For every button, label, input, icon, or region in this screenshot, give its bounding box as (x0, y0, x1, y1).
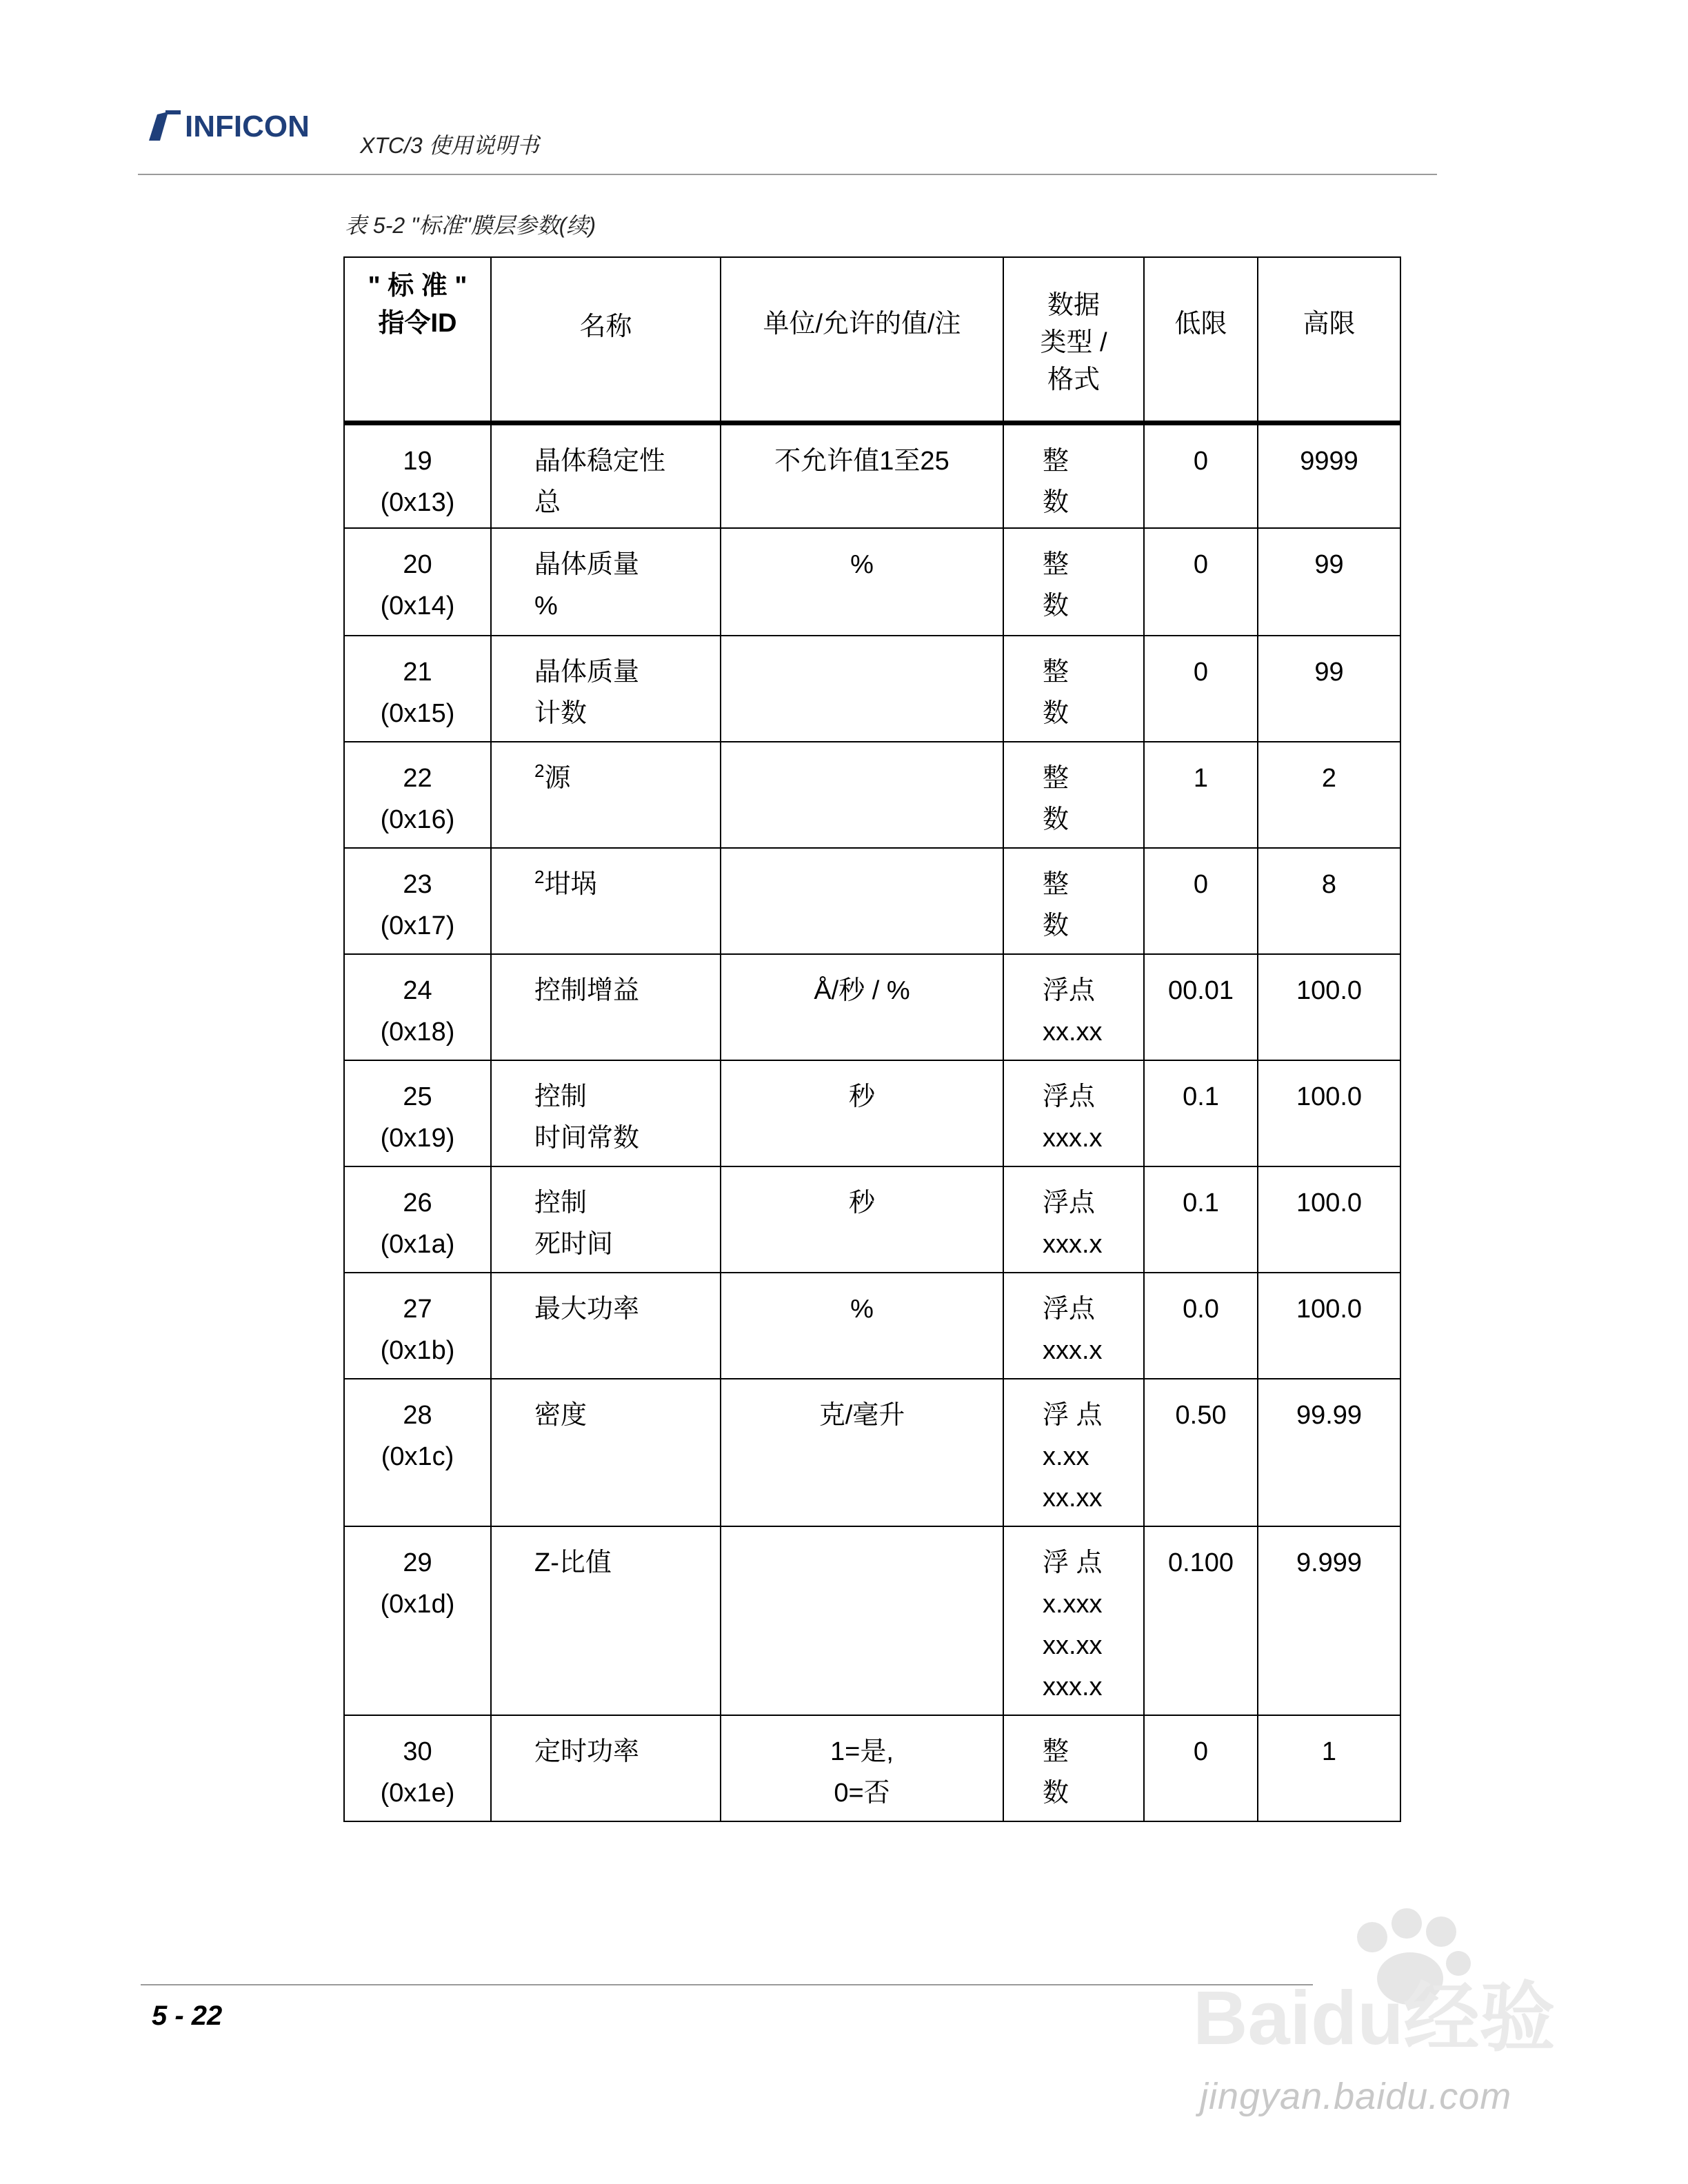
manual-title: XTC/3 使用说明书 (360, 133, 539, 158)
row-id: 27 (403, 1294, 432, 1324)
row-id-cell (344, 742, 491, 848)
row-id: 21 (403, 657, 432, 687)
row-type-wrapper (1004, 1167, 1143, 1265)
row-high-cell (1258, 423, 1400, 528)
row-units-cell (721, 636, 1003, 742)
logo-text: INFICON (185, 110, 310, 143)
row-name-text: 晶体质量 (534, 549, 640, 579)
row-high-cell (1258, 1166, 1400, 1273)
row-name-cell (491, 742, 721, 848)
row-type-cell (1003, 1379, 1144, 1526)
watermark-url: jingyan.baidu.com (1200, 2076, 1512, 2117)
row-units-wrapper (721, 955, 1003, 1011)
column-header-low (1144, 257, 1258, 423)
row-name-wrapper (492, 1167, 720, 1265)
row-id: 22 (403, 763, 432, 793)
row-name-cell (491, 1526, 721, 1715)
row-units-line: % (850, 549, 874, 579)
row-name-wrapper (492, 955, 720, 1011)
row-type-line: x.xxx (1043, 1589, 1103, 1619)
row-high-value: 8 (1321, 869, 1337, 899)
row-type-line: 数 (1043, 698, 1069, 728)
row-name-cell (491, 1715, 721, 1821)
row-id: 19 (403, 447, 432, 476)
row-id-hex: (0x1a) (380, 1229, 455, 1259)
row-name-text: 死时间 (534, 1229, 614, 1259)
row-id-cell (344, 1273, 491, 1379)
row-units-cell (721, 742, 1003, 848)
table-row (344, 423, 1400, 528)
watermark-brand: Baidu经验 (1193, 1976, 1556, 2061)
row-name-text: 密度 (534, 1400, 587, 1430)
header-id-line-2: 指令ID (378, 309, 457, 338)
row-id: 23 (403, 869, 432, 899)
row-name-text: 坩埚 (544, 869, 597, 899)
column-header-units (721, 257, 1003, 423)
row-id-wrapper (345, 1716, 490, 1814)
row-name-cell (491, 848, 721, 954)
row-id-hex: (0x1c) (381, 1442, 454, 1471)
row-units-wrapper (721, 849, 1003, 864)
row-type-cell (1003, 1715, 1144, 1821)
row-name-wrapper (492, 1527, 720, 1584)
row-units-line: 秒 (848, 1082, 875, 1111)
row-id-wrapper (345, 849, 490, 947)
row-units-cell (721, 528, 1003, 636)
row-name-text: Z-比值 (534, 1548, 612, 1577)
row-name-wrapper (492, 1061, 720, 1159)
parameters-table (343, 256, 1401, 1822)
row-units-line: 1=是, (830, 1737, 894, 1766)
row-units-line: 0=否 (834, 1778, 890, 1808)
row-type-wrapper (1004, 955, 1143, 1053)
footnote-marker: 2 (534, 866, 545, 887)
header-name-text: 名称 (579, 312, 632, 341)
row-low-value: 00.01 (1167, 975, 1234, 1005)
row-high-value: 100.0 (1296, 1188, 1363, 1217)
row-type-line: 浮 点 (1043, 1548, 1103, 1577)
footnote-marker: 2 (534, 760, 545, 781)
row-type-line: xx.xx (1043, 1483, 1103, 1513)
table-row (344, 1060, 1400, 1166)
row-units-cell (721, 848, 1003, 954)
header-units-text: 单位/允许的值/注 (763, 310, 961, 338)
row-type-line: xx.xx (1043, 1630, 1103, 1660)
table-row (344, 1166, 1400, 1273)
row-units-cell (721, 1526, 1003, 1715)
row-name-line (534, 544, 720, 585)
row-name-wrapper (492, 529, 720, 627)
row-low-value: 0.50 (1175, 1400, 1227, 1430)
row-units-line: 不允许值1至25 (774, 447, 950, 476)
row-name-wrapper (492, 1716, 720, 1772)
row-type-cell (1003, 1166, 1144, 1273)
row-type-wrapper (1004, 425, 1143, 523)
row-id-wrapper (345, 636, 490, 734)
row-low-cell (1144, 1166, 1258, 1273)
row-id-hex: (0x16) (380, 805, 455, 834)
row-type-cell (1003, 636, 1144, 742)
row-low-cell (1144, 528, 1258, 636)
row-low-value: 0 (1193, 447, 1209, 476)
row-type-line: 数 (1043, 911, 1069, 940)
row-low-value: 1 (1193, 763, 1209, 793)
row-type-line: 浮点 (1043, 975, 1096, 1005)
row-units-cell (721, 1715, 1003, 1821)
table-row (344, 1526, 1400, 1715)
row-high-value: 99 (1314, 549, 1344, 579)
row-type-line: xxx.x (1043, 1123, 1103, 1153)
row-high-value: 1 (1321, 1737, 1337, 1766)
row-units-line: % (850, 1294, 874, 1324)
row-high-cell (1258, 1379, 1400, 1526)
row-id-hex: (0x1e) (380, 1778, 455, 1808)
row-low-cell (1144, 423, 1258, 528)
table-row (344, 954, 1400, 1060)
row-name-line (534, 1731, 720, 1772)
row-name-line (534, 1224, 720, 1265)
row-type-cell (1003, 1060, 1144, 1166)
table-header-row (344, 257, 1400, 423)
row-units-wrapper (721, 1527, 1003, 1542)
column-header-high (1258, 257, 1400, 423)
row-id-cell (344, 1060, 491, 1166)
row-name-wrapper (492, 1379, 720, 1436)
row-name-text: 计数 (534, 698, 587, 728)
header-low-text: 低限 (1174, 310, 1227, 338)
header-type-line-2: 类型 / (1040, 328, 1107, 357)
row-name-cell (491, 1273, 721, 1379)
row-id-hex: (0x1d) (380, 1589, 455, 1619)
row-type-line: 整 (1043, 1737, 1069, 1766)
row-high-value: 99.99 (1296, 1400, 1363, 1430)
row-type-line: xxx.x (1043, 1335, 1103, 1365)
row-low-cell (1144, 1715, 1258, 1821)
row-high-cell (1258, 954, 1400, 1060)
row-type-line: 整 (1043, 869, 1069, 899)
header-high-text: 高限 (1303, 310, 1356, 338)
row-units-cell (721, 1379, 1003, 1526)
header-divider (138, 174, 1437, 175)
row-high-value: 9999 (1300, 447, 1358, 476)
row-id-wrapper (345, 955, 490, 1053)
row-low-cell (1144, 1273, 1258, 1379)
row-type-wrapper (1004, 1716, 1143, 1814)
row-id: 29 (403, 1548, 432, 1577)
row-name-line (534, 441, 720, 482)
row-low-value: 0 (1193, 549, 1209, 579)
row-high-cell (1258, 636, 1400, 742)
row-high-value: 100.0 (1296, 1082, 1363, 1111)
row-type-wrapper (1004, 1273, 1143, 1371)
row-id-cell (344, 423, 491, 528)
row-low-cell (1144, 954, 1258, 1060)
footer-divider (141, 1984, 1313, 1985)
row-name-text: % (534, 591, 558, 620)
row-name-line (534, 970, 720, 1011)
row-high-cell (1258, 528, 1400, 636)
row-units-wrapper (721, 1061, 1003, 1118)
row-id-wrapper (345, 1167, 490, 1265)
row-type-wrapper (1004, 1527, 1143, 1708)
row-high-value: 100.0 (1296, 975, 1363, 1005)
row-name-cell (491, 1060, 721, 1166)
row-units-line: 秒 (848, 1188, 875, 1217)
row-units-wrapper (721, 1167, 1003, 1224)
row-name-line (534, 1118, 720, 1159)
row-units-cell (721, 1273, 1003, 1379)
row-id-hex: (0x14) (380, 591, 455, 620)
row-type-line: xxx.x (1043, 1229, 1103, 1259)
row-type-wrapper (1004, 742, 1143, 840)
row-low-value: 0.1 (1183, 1188, 1219, 1217)
row-id-wrapper (345, 425, 490, 523)
row-type-cell (1003, 423, 1144, 528)
row-type-cell (1003, 1526, 1144, 1715)
row-type-line: 整 (1043, 763, 1069, 793)
row-name-wrapper (492, 636, 720, 734)
row-id-hex: (0x19) (380, 1123, 455, 1153)
row-units-cell (721, 423, 1003, 528)
row-name-line (534, 482, 720, 523)
row-low-value: 0 (1193, 657, 1209, 687)
row-name-text: 总 (534, 488, 561, 517)
row-id: 24 (403, 975, 432, 1005)
row-id-hex: (0x1b) (380, 1335, 455, 1365)
table-row (344, 1715, 1400, 1821)
row-id-wrapper (345, 1061, 490, 1159)
row-high-cell (1258, 1715, 1400, 1821)
table-row (344, 1379, 1400, 1526)
row-name-cell (491, 636, 721, 742)
row-name-text: 定时功率 (534, 1737, 640, 1766)
row-high-value: 100.0 (1296, 1294, 1363, 1324)
table-row (344, 528, 1400, 636)
row-type-line: 数 (1043, 488, 1069, 517)
row-units-wrapper (721, 742, 1003, 758)
row-low-value: 0.0 (1183, 1294, 1219, 1324)
row-units-cell (721, 1060, 1003, 1166)
row-type-wrapper (1004, 1061, 1143, 1159)
row-name-wrapper (492, 1273, 720, 1330)
row-units-line: Å/秒 / % (814, 975, 910, 1005)
row-name-text: 源 (544, 763, 571, 793)
row-name-line (534, 758, 720, 799)
row-type-line: 数 (1043, 805, 1069, 834)
table-row (344, 1273, 1400, 1379)
row-id-cell (344, 1166, 491, 1273)
row-units-wrapper (721, 636, 1003, 651)
row-type-line: 浮 点 (1043, 1400, 1103, 1430)
row-low-cell (1144, 742, 1258, 848)
row-type-line: xx.xx (1043, 1017, 1103, 1046)
row-name-text: 控制 (534, 1188, 587, 1217)
row-low-cell (1144, 636, 1258, 742)
row-high-cell (1258, 742, 1400, 848)
row-low-cell (1144, 848, 1258, 954)
row-name-cell (491, 1379, 721, 1526)
row-name-line (534, 1542, 720, 1584)
row-id-cell (344, 954, 491, 1060)
table-row (344, 848, 1400, 954)
row-id: 26 (403, 1188, 432, 1217)
row-id-hex: (0x15) (380, 698, 455, 728)
row-units-cell (721, 954, 1003, 1060)
header-type-line-3: 格式 (1047, 365, 1100, 394)
row-type-cell (1003, 954, 1144, 1060)
row-type-line: x.xx (1043, 1442, 1089, 1471)
row-id-cell (344, 528, 491, 636)
row-name-wrapper (492, 742, 720, 799)
row-high-cell (1258, 1060, 1400, 1166)
inficon-logo (145, 105, 352, 146)
row-name-line (534, 1076, 720, 1118)
row-id-wrapper (345, 529, 490, 627)
row-id-cell (344, 1526, 491, 1715)
row-type-line: 整 (1043, 657, 1069, 687)
row-units-wrapper (721, 425, 1003, 482)
row-units-wrapper (721, 529, 1003, 585)
row-name-text: 晶体稳定性 (534, 447, 666, 476)
row-name-text: 晶体质量 (534, 657, 640, 687)
table-row (344, 742, 1400, 848)
row-name-line (534, 1182, 720, 1224)
row-high-cell (1258, 848, 1400, 954)
row-low-cell (1144, 1379, 1258, 1526)
row-id-cell (344, 636, 491, 742)
row-name-cell (491, 1166, 721, 1273)
row-type-line: 浮点 (1043, 1188, 1096, 1217)
column-header-name (491, 257, 721, 423)
row-high-value: 99 (1314, 657, 1344, 687)
row-id: 28 (403, 1400, 432, 1430)
row-units-cell (721, 1166, 1003, 1273)
row-id: 25 (403, 1082, 432, 1111)
row-name-text: 时间常数 (534, 1123, 640, 1153)
row-type-line: 数 (1043, 1778, 1069, 1808)
row-units-line: 克/毫升 (818, 1400, 905, 1430)
row-id-hex: (0x13) (380, 488, 455, 517)
row-name-cell (491, 423, 721, 528)
row-id-hex: (0x17) (380, 911, 455, 940)
row-type-cell (1003, 742, 1144, 848)
row-units-wrapper (721, 1716, 1003, 1814)
header-type-line-1: 数据 (1047, 291, 1100, 320)
row-id-cell (344, 1715, 491, 1821)
row-id-wrapper (345, 1379, 490, 1477)
row-type-line: 浮点 (1043, 1082, 1096, 1111)
row-id: 20 (403, 549, 432, 579)
row-type-cell (1003, 848, 1144, 954)
row-high-value: 2 (1321, 763, 1337, 793)
row-name-wrapper (492, 849, 720, 905)
row-type-wrapper (1004, 636, 1143, 734)
row-name-line (534, 1288, 720, 1330)
page-number: 5 - 22 (152, 2001, 223, 2031)
row-units-wrapper (721, 1379, 1003, 1436)
column-header-id (344, 257, 491, 423)
row-low-value: 0.1 (1183, 1082, 1219, 1111)
row-high-cell (1258, 1273, 1400, 1379)
row-id-wrapper (345, 1527, 490, 1625)
row-name-text: 控制 (534, 1082, 587, 1111)
row-type-cell (1003, 528, 1144, 636)
row-type-wrapper (1004, 529, 1143, 627)
table-caption: 表 5-2 "标准"膜层参数(续) (345, 213, 596, 238)
column-header-type (1003, 257, 1144, 423)
row-type-line: xxx.x (1043, 1672, 1103, 1701)
table-row (344, 636, 1400, 742)
row-name-line (534, 693, 720, 734)
row-name-cell (491, 528, 721, 636)
row-id-wrapper (345, 1273, 490, 1371)
row-id: 30 (403, 1737, 432, 1766)
row-id-hex: (0x18) (380, 1017, 455, 1046)
row-type-line: 浮点 (1043, 1294, 1096, 1324)
row-name-line (534, 864, 720, 905)
row-low-value: 0 (1193, 1737, 1209, 1766)
row-name-line (534, 651, 720, 693)
row-units-wrapper (721, 1273, 1003, 1330)
row-low-value: 0 (1193, 869, 1209, 899)
row-name-cell (491, 954, 721, 1060)
header-id-line-1: " 标 准 " (368, 272, 468, 301)
row-type-wrapper (1004, 1379, 1143, 1519)
row-id-cell (344, 848, 491, 954)
row-name-line (534, 1395, 720, 1436)
row-high-value: 9.999 (1296, 1548, 1363, 1577)
row-type-line: 数 (1043, 591, 1069, 620)
row-type-cell (1003, 1273, 1144, 1379)
row-id-wrapper (345, 742, 490, 840)
row-low-cell (1144, 1060, 1258, 1166)
row-id-cell (344, 1379, 491, 1526)
row-type-wrapper (1004, 849, 1143, 947)
row-type-line: 整 (1043, 447, 1069, 476)
row-name-text: 最大功率 (534, 1294, 640, 1324)
table-body (344, 423, 1400, 1821)
row-type-line: 整 (1043, 549, 1069, 579)
row-low-value: 0.100 (1167, 1548, 1234, 1577)
row-name-wrapper (492, 425, 720, 523)
row-name-line (534, 585, 720, 627)
row-low-cell (1144, 1526, 1258, 1715)
row-high-cell (1258, 1526, 1400, 1715)
row-name-text: 控制增益 (534, 975, 640, 1005)
